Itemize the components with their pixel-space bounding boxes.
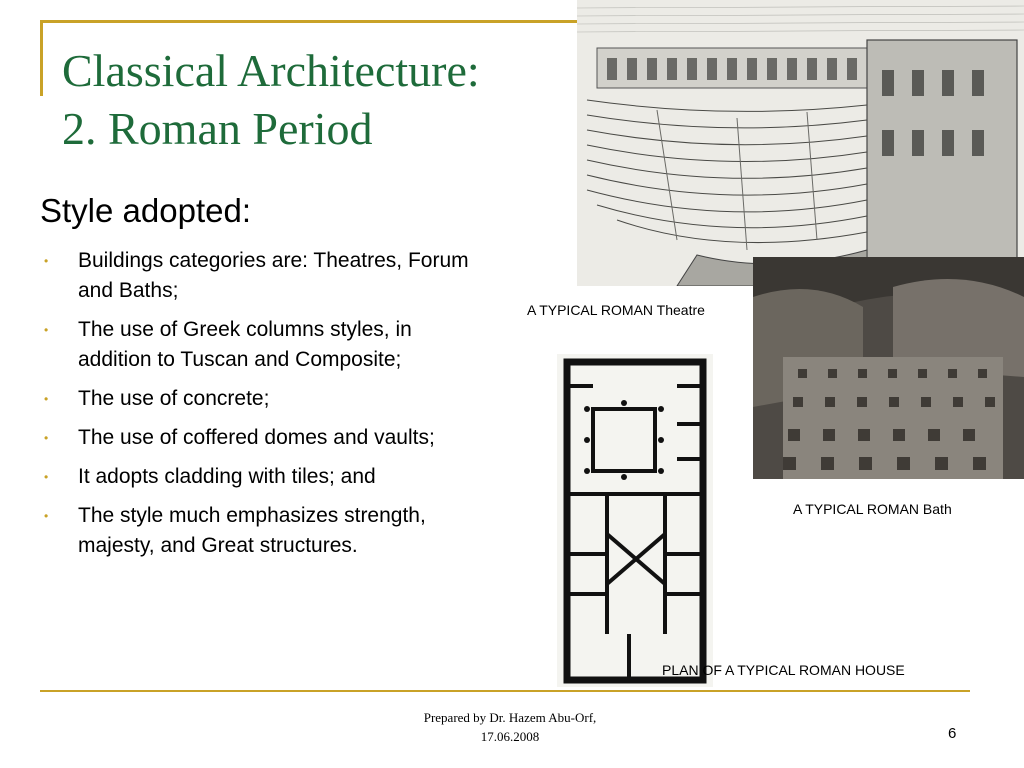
roman-theatre-drawing — [577, 0, 1024, 286]
roman-house-plan-drawing — [557, 354, 713, 687]
bullet-item — [40, 501, 470, 561]
bullet-icon: • — [44, 254, 49, 268]
bullet-text: Buildings categories are: Theatres, Forum and Baths; — [78, 249, 469, 302]
bullet-text: The use of concrete; — [78, 387, 270, 410]
bullet-item — [40, 423, 470, 453]
bullet-text: It adopts cladding with tiles; and — [78, 465, 376, 488]
bullet-icon: • — [44, 323, 49, 337]
slide-title — [62, 42, 480, 158]
title-line-1: Classical Architecture: — [62, 45, 480, 96]
roman-house-plan-image — [557, 354, 713, 687]
caption-bath: A TYPICAL ROMAN Bath — [793, 501, 952, 517]
footer-line-2: 17.06.2008 — [480, 729, 540, 744]
footer-divider — [40, 690, 970, 692]
page-number: 6 — [948, 725, 957, 742]
bullet-text: The use of coffered domes and vaults; — [78, 426, 435, 449]
caption-plan: PLAN OF A TYPICAL ROMAN HOUSE — [662, 662, 905, 678]
bullet-list — [40, 246, 470, 570]
title-frame-horizontal-rule — [40, 20, 580, 23]
roman-theatre-image — [577, 0, 1024, 286]
bullet-text: The use of Greek columns styles, in addition to Tuscan and Composite; — [78, 318, 412, 371]
roman-bath-drawing — [753, 257, 1024, 479]
footer-line-1: Prepared by Dr. Hazem Abu-Orf, — [423, 710, 597, 725]
bullet-icon: • — [44, 470, 49, 484]
subheading: Style adopted: — [40, 192, 251, 229]
bullet-item — [40, 315, 470, 375]
title-frame-vertical-rule — [40, 20, 43, 96]
bullet-item — [40, 246, 470, 306]
bullet-text: The style much emphasizes strength, majesty, and Great structures. — [78, 504, 426, 557]
roman-bath-image — [753, 257, 1024, 479]
bullet-icon: • — [44, 392, 49, 406]
title-line-2: 2. Roman Period — [62, 103, 373, 154]
bullet-item — [40, 462, 470, 492]
bullet-icon: • — [44, 509, 49, 523]
bullet-item — [40, 384, 470, 414]
caption-theatre: A TYPICAL ROMAN Theatre — [527, 302, 705, 318]
bullet-icon: • — [44, 431, 49, 445]
footer-credit — [340, 708, 680, 746]
